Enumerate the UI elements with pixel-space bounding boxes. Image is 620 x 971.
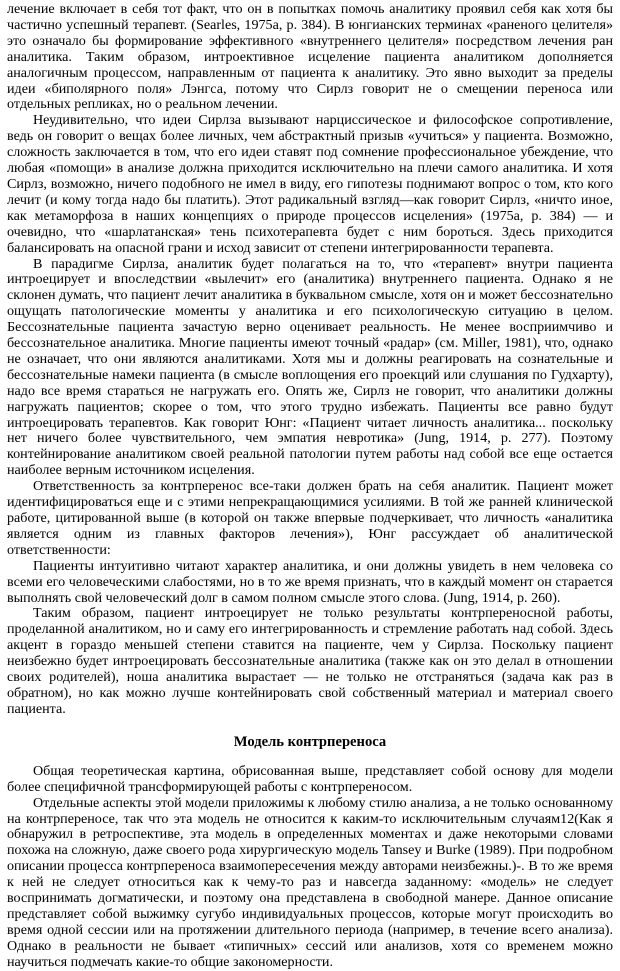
paragraph-7: Общая теоретическая картина, обрисованная выше, представляет собой основу для модели более специфичной трансформирующей работы с контрпереносом. [7, 762, 613, 795]
quote-paragraph: Пациенты интуитивно читают характер аналитика, и они должны увидеть в нем человека со всеми его человеческими слабостями, но в то же время признать, что в каждый момент он старается выполнять свой человеческий долг в самом полном смысле этого слова. (Jung, 1914, p. 260). [7, 557, 613, 606]
paragraph-6: Таким образом, пациент интроецирует не только результаты контрпереносной работы, проделанной аналитиком, но и саму его интегрированность и стремление работать над собой. Здесь акцент в гораздо меньшей степени ставится на пациенте, чем у Сирлза. Поскольку пациент неизбежно будет интроецировать бессознательные аналитика (также как он это делал в отношении своих родителей), ноша аналитика вырастает — не только не отстраняться (задача как раз в обратном), но как можно лучше контейнировать свой собственный материал и материал своего пациента. [7, 605, 613, 717]
paragraph-3: В парадигме Сирлза, аналитик будет полагаться на то, что «терапевт» внутри пациента интроецирует и впоследствии «вылечит» его (аналитика) внутреннего пациента. Однако я не склонен думать, что пациент лечит аналитика в буквальном смысле, хотя он и может бессознательно ощущать патологические моменты у аналитика и его психологическую ситуацию в целом. Бессознательные пациента зачастую верно оценивает реальность. Не менее восприимчиво и бессознательное аналитика. Многие пациенты имеют точный «радар» (см. Miller, 1981), что, однако не означает, что они являются аналитиками. Хотя мы и должны реагировать на сознательные и бессознательные намеки пациента (в смысле воплощения его проекций или слушания по Гудхарту), надо все время стараться не нагружать его. Опять же, Сирлз не говорит, что аналитики должны нагружать пациентов; скорее о том, что этого трудно избежать. Пациенты все равно будут интроецировать терапевтов. Как говорит Юнг: «Пациент читает личность аналитика... поскольку нет ничего более чувствительного, чем эмпатия невротика» (Jung, 1914, p. 277). Поэтому контейнирование аналитиком своей реальной патологии путем работы над собой все еще остается наиболее верным источником исцеления. [7, 255, 613, 479]
section-heading: Модель контрпереноса [233, 733, 387, 750]
paragraph-8: Отдельные аспекты этой модели приложимы к любому стилю анализа, а не только основанному на контрпереносе, так что эта модель не относится к каким-то исключительным случаям12(Как я обнаружил в ретроспективе, эта модель в определенных моментах и даже некоторыми словами похожа на сложную, даже своего рода хирургическую модель Tansey и Burke (1989). При подробном описании процесса контрпереноса взаимопересечения между авторами неизбежны.)-. В то же время к ней не следует относиться как к чему-то раз и навсегда заданному: «модель» не следует воспринимать догматически, и поэтому она представлена в свободной манере. Данное описание представляет собой выжимку сугубо индивидуальных процессов, которые могут происходить во время одной сессии или на протяжении длительного периода (например, в течение всего анализа). Однако в реальности не бывает «типичных» сессий или анализов, хотя со временем можно научиться подмечать какие-то общие закономерности. [7, 794, 613, 970]
paragraph-4: Ответственность за контрперенос все-таки должен брать на себя аналитик. Пациент может идентифицироваться еще и с этими непрекращающимися усилиями. В той же ранней клинической работе, цитированной выше (в которой он также впервые подчеркивает, что личность «аналитика является одним из главных факторов лечения»), Юнг рассуждает об аналитической ответственности: [7, 478, 613, 558]
paragraph-2: Неудивительно, что идеи Сирлза вызывают нарциссическое и философское сопротивление, ведь он говорит о вещах более личных, чем абстрактный призыв «учиться» у пациента. Возможно, сложность заключается в том, что его идеи ставят под сомнение профессиональное убеждение, что любая «помощи» в анализе должна приходится исключительно на плечи самого аналитика. И хотя Сирлз, возможно, ничего подобного не имел в виду, его гипотезы поднимают вопрос о том, кто кого лечит (и кому тогда надо бы платить). Этот радикальный взгляд—как говорит Сирлз, «ничто иное, как метаморфоза в наших концепциях о природе процессов исцеления» (1975а, p. 384) — и очевидно, что «шарлатанская» тень психотерапевта будет с ним бороться. Здесь приходится балансировать на опасной грани и исход зависит от степени интегрированности терапевта. [7, 112, 613, 256]
paragraph-1: лечение включает в себя тот факт, что он в попытках помочь аналитику проявил себя как хотя бы частично успешный терапевт. (Searles, 1975а, p. 384). В юнгианских терминах «раненого целителя» это означало бы формирование эффективного «внутреннего целителя» посредством лечения ран аналитика. Таким образом, интроективное исцеление пациента аналитиком дополняется аналогичным процессом, направленным от пациента к аналитику. Это явно выходит за пределы идеи «биполярного поля» Лэнгса, потому что Сирлз говорит не о смещении переноса или отдельных репликах, но о реальном лечении. [7, 1, 613, 113]
